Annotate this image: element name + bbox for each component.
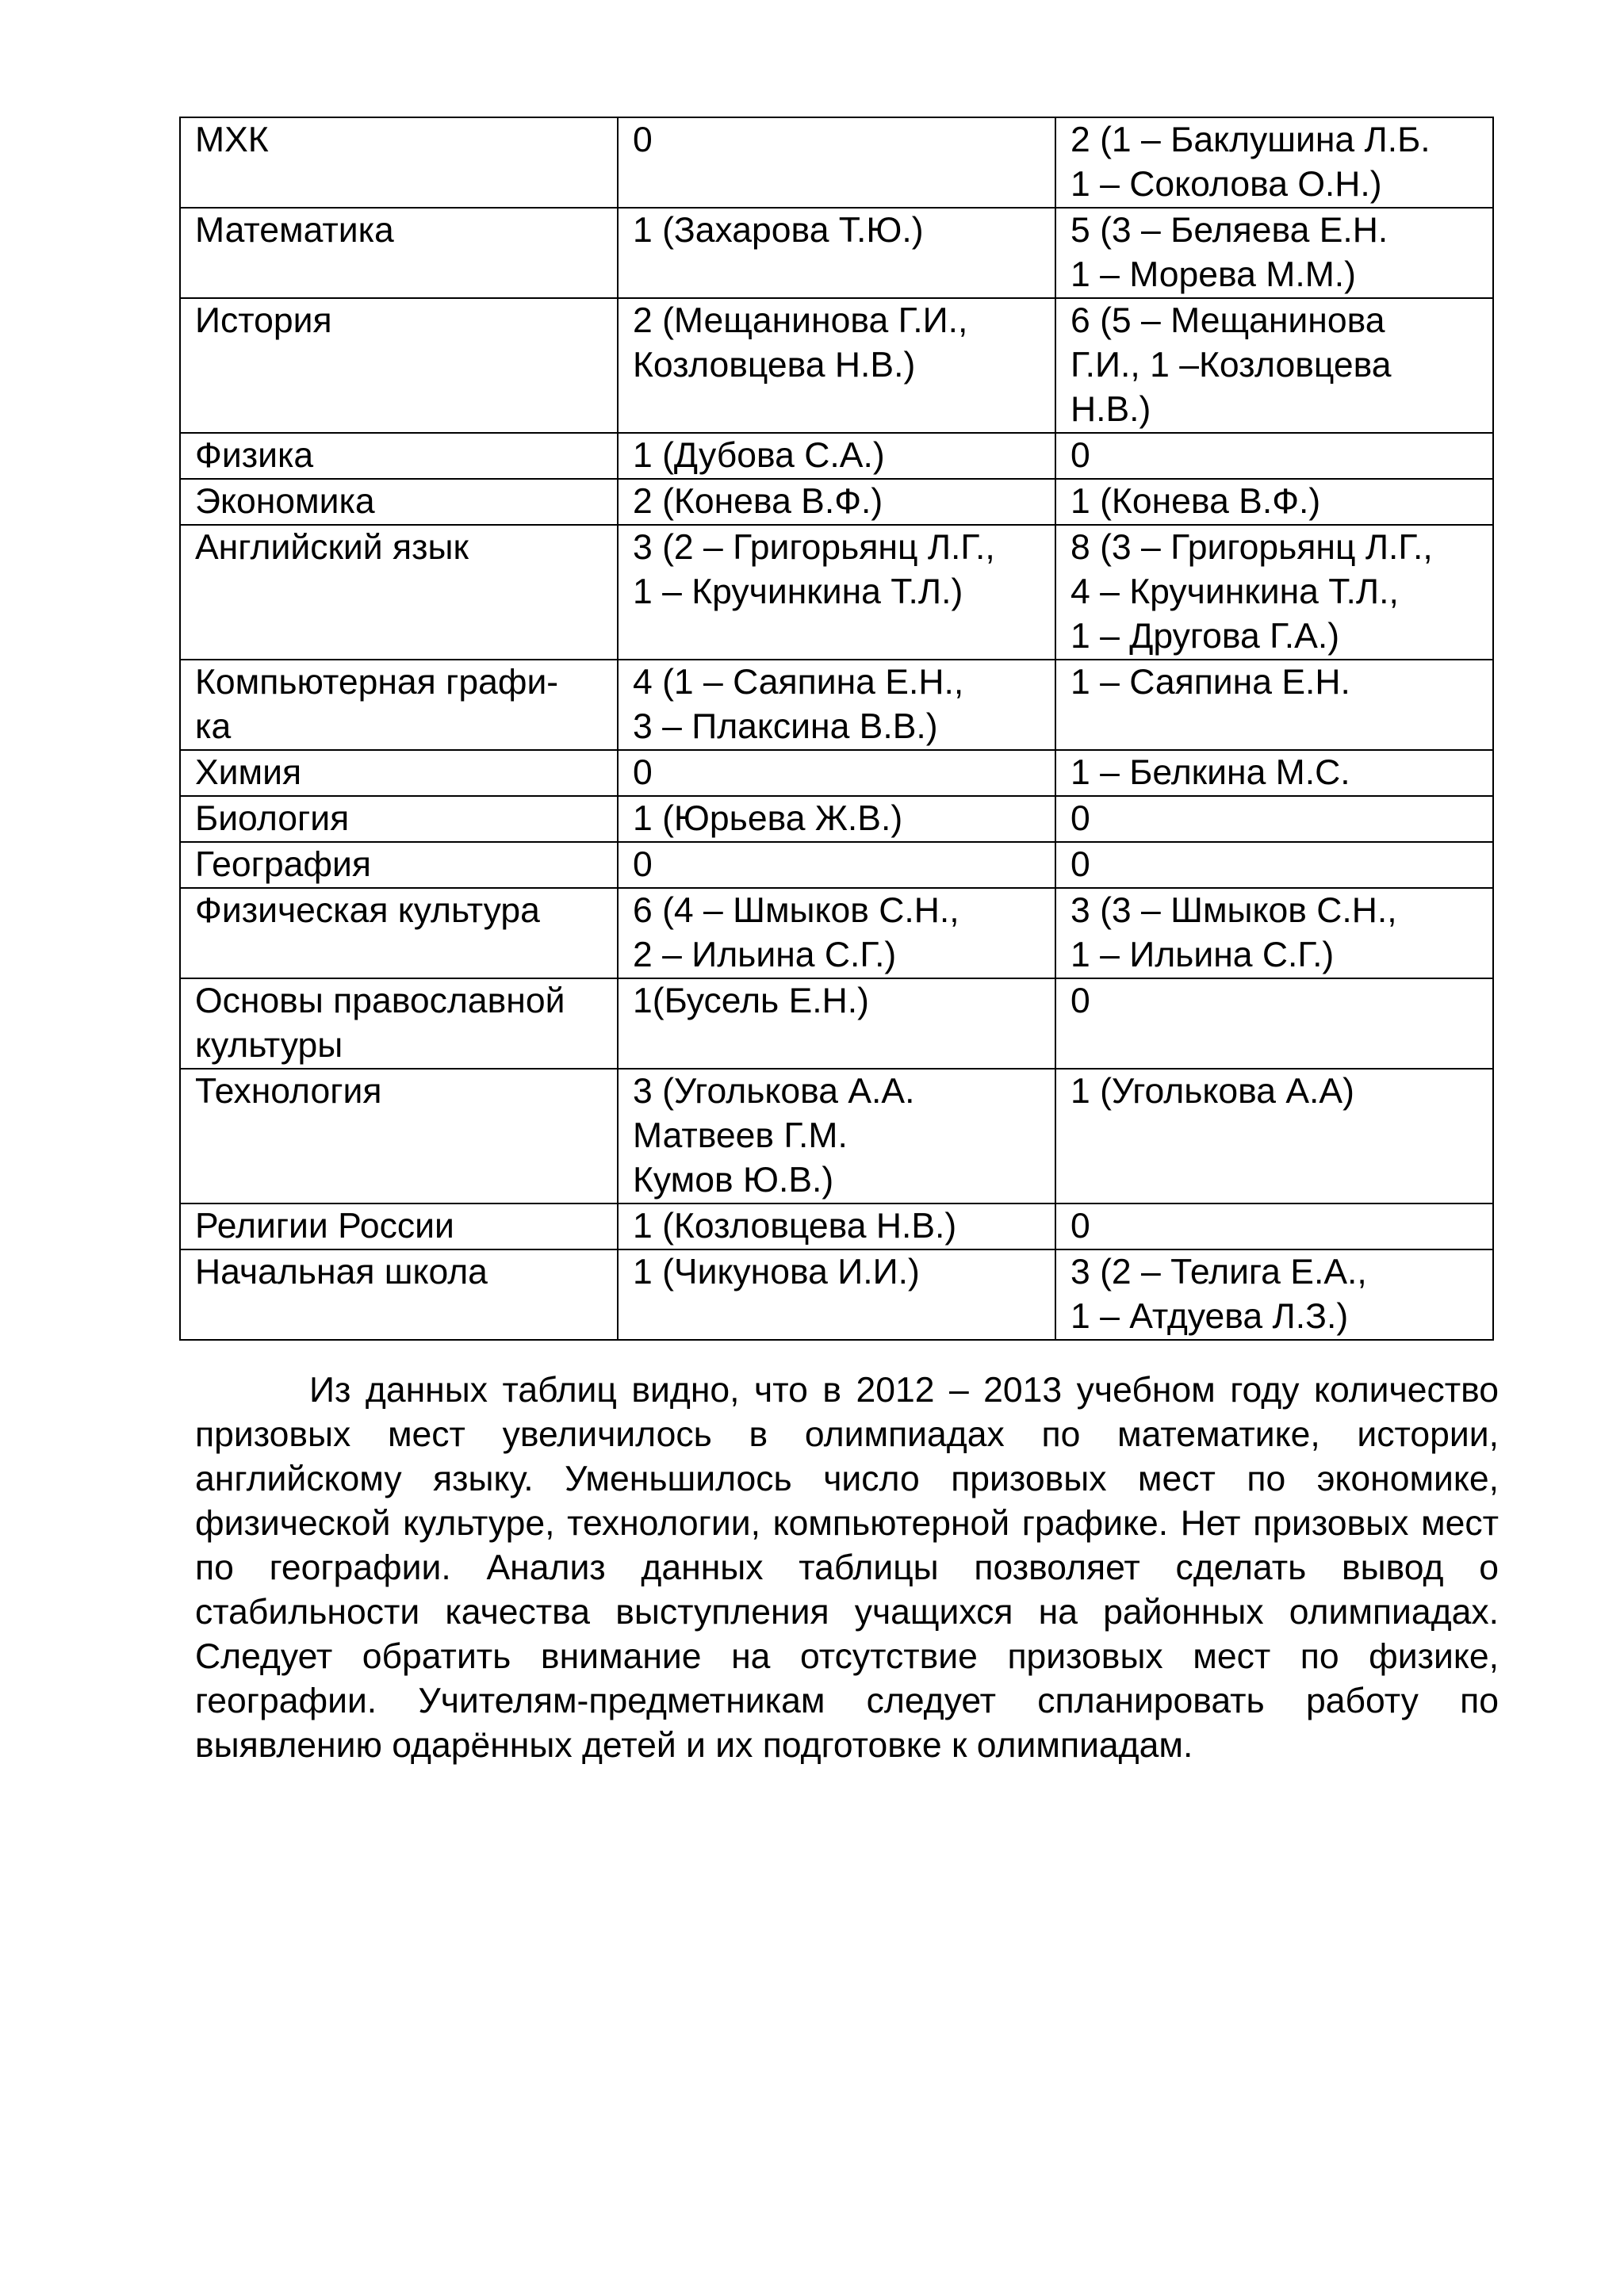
previous-year-cell: 1 (Юрьева Ж.В.) [618, 796, 1055, 842]
olympiad-results-table [179, 117, 1494, 1341]
current-year-cell: 0 [1055, 978, 1493, 1069]
subject-cell: Основы православной культуры [180, 978, 618, 1069]
previous-year-cell: 2 (Конева В.Ф.) [618, 479, 1055, 525]
table-row [180, 796, 1493, 842]
current-year-cell: 3 (2 – Телига Е.А., 1 – Атдуева Л.З.) [1055, 1249, 1493, 1340]
subject-cell: Биология [180, 796, 618, 842]
current-year-cell: 1 – Белкина М.С. [1055, 750, 1493, 796]
subject-cell: Компьютерная графи- ка [180, 660, 618, 750]
current-year-cell: 0 [1055, 796, 1493, 842]
table-row [180, 525, 1493, 660]
previous-year-cell: 1 (Чикунова И.И.) [618, 1249, 1055, 1340]
summary-paragraph: Из данных таблиц видно, что в 2012 – 2013 учебном году количество призовых мест увеличилось в олимпиадах по математике, истории, английскому языку. Уменьшилось число призовых мест по экономике, физической культуре, технологии, компьютерной графике. Нет призовых мест по географии. Анализ данных таблицы позволяет сделать вывод о стабильности качества выступления учащихся на районных олимпиадах. Следует обратить внимание на отсутствие призовых мест по физике, географии. Учителям-предметникам следует спланировать работу по выявлению одарённых детей и их подготовке к олимпиадам. [195, 1371, 1499, 1765]
previous-year-cell: 0 [618, 117, 1055, 208]
table-row [180, 117, 1493, 208]
subject-cell: Химия [180, 750, 618, 796]
current-year-cell: 2 (1 – Баклушина Л.Б. 1 – Соколова О.Н.) [1055, 117, 1493, 208]
previous-year-cell: 6 (4 – Шмыков С.Н., 2 – Ильина С.Г.) [618, 888, 1055, 978]
previous-year-cell: 0 [618, 842, 1055, 888]
table-body [180, 117, 1493, 1340]
subject-cell: Физическая культура [180, 888, 618, 978]
table-row [180, 1069, 1493, 1203]
subject-cell: Начальная школа [180, 1249, 618, 1340]
previous-year-cell: 0 [618, 750, 1055, 796]
table-row [180, 433, 1493, 479]
table-row [180, 660, 1493, 750]
current-year-cell: 5 (3 – Беляева Е.Н. 1 – Морева М.М.) [1055, 208, 1493, 298]
previous-year-cell: 3 (2 – Григорьянц Л.Г., 1 – Кручинкина Т.Л.) [618, 525, 1055, 660]
current-year-cell: 0 [1055, 1203, 1493, 1249]
table-row [180, 1249, 1493, 1340]
current-year-cell: 0 [1055, 433, 1493, 479]
previous-year-cell: 1(Бусель Е.Н.) [618, 978, 1055, 1069]
table-row [180, 208, 1493, 298]
table-row [180, 750, 1493, 796]
previous-year-cell: 3 (Уголькова А.А. Матвеев Г.М. Кумов Ю.В.) [618, 1069, 1055, 1203]
previous-year-cell: 1 (Козловцева Н.В.) [618, 1203, 1055, 1249]
subject-cell: Технология [180, 1069, 618, 1203]
previous-year-cell: 2 (Мещанинова Г.И., Козловцева Н.В.) [618, 298, 1055, 433]
current-year-cell: 1 – Саяпина Е.Н. [1055, 660, 1493, 750]
subject-cell: Математика [180, 208, 618, 298]
subject-cell: Английский язык [180, 525, 618, 660]
current-year-cell: 8 (3 – Григорьянц Л.Г., 4 – Кручинкина Т.Л., 1 – Другова Г.А.) [1055, 525, 1493, 660]
subject-cell: Экономика [180, 479, 618, 525]
table-row [180, 888, 1493, 978]
subject-cell: МХК [180, 117, 618, 208]
table-row [180, 978, 1493, 1069]
subject-cell: Физика [180, 433, 618, 479]
current-year-cell: 6 (5 – Мещанинова Г.И., 1 –Козловцева Н.В.) [1055, 298, 1493, 433]
previous-year-cell: 1 (Дубова С.А.) [618, 433, 1055, 479]
subject-cell: История [180, 298, 618, 433]
previous-year-cell: 1 (Захарова Т.Ю.) [618, 208, 1055, 298]
table-row [180, 479, 1493, 525]
current-year-cell: 1 (Уголькова А.А) [1055, 1069, 1493, 1203]
current-year-cell: 0 [1055, 842, 1493, 888]
current-year-cell: 3 (3 – Шмыков С.Н., 1 – Ильина С.Г.) [1055, 888, 1493, 978]
table-row [180, 1203, 1493, 1249]
table-row [180, 842, 1493, 888]
subject-cell: География [180, 842, 618, 888]
current-year-cell: 1 (Конева В.Ф.) [1055, 479, 1493, 525]
table-row [180, 298, 1493, 433]
subject-cell: Религии России [180, 1203, 618, 1249]
previous-year-cell: 4 (1 – Саяпина Е.Н., 3 – Плаксина В.В.) [618, 660, 1055, 750]
